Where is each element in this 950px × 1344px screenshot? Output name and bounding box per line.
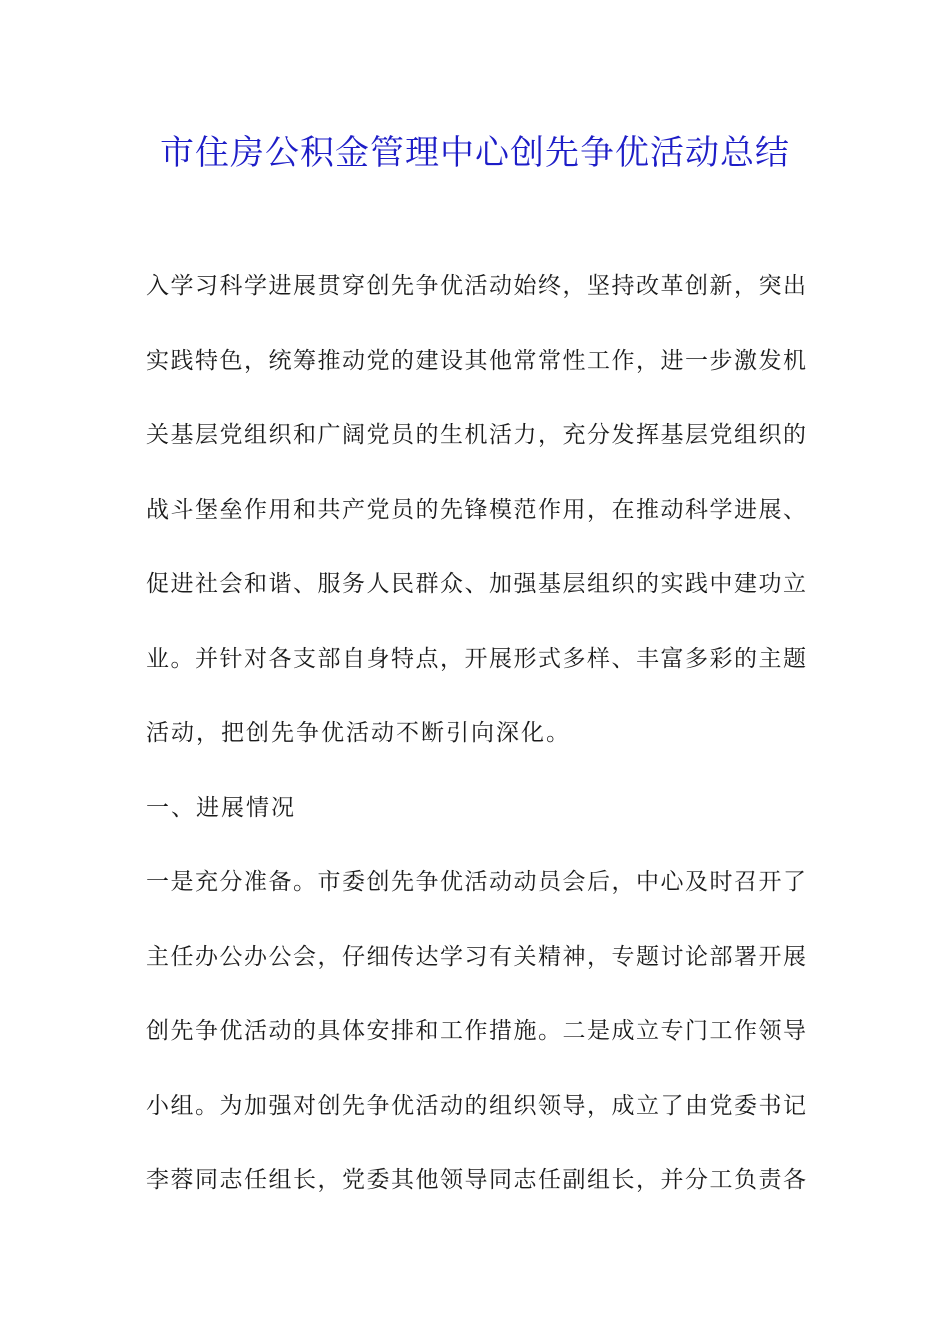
body-line: 一是充分准备。市委创先争优活动动员会后，中心及时召开了 <box>146 869 806 895</box>
document-body <box>146 262 806 1231</box>
body-line: 小组。为加强对创先争优活动的组织领导，成立了由党委书记 <box>146 1092 806 1119</box>
body-line: 李蓉同志任组长，党委其他领导同志任副组长，并分工负责各 <box>146 1167 806 1193</box>
body-line: 创先争优活动的具体安排和工作措施。二是成立专门工作领导 <box>146 1018 806 1044</box>
document-title: 市住房公积金管理中心创先争优活动总结 <box>160 133 790 173</box>
section-heading: 一、进展情况 <box>146 794 296 821</box>
body-line: 战斗堡垒作用和共产党员的先锋模范作用，在推动科学进展、 <box>146 496 806 523</box>
body-line: 促进社会和谐、服务人民群众、加强基层组织的实践中建功立 <box>146 571 806 597</box>
body-line: 实践特色，统筹推动党的建设其他常常性工作，进一步激发机 <box>146 347 806 374</box>
body-line: 业。并针对各支部自身特点，开展形式多样、丰富多彩的主题 <box>146 645 806 672</box>
body-line: 活动，把创先争优活动不断引向深化。 <box>146 720 571 746</box>
body-line: 关基层党组织和广阔党员的生机活力，充分发挥基层党组织的 <box>146 422 806 448</box>
body-line: 入学习科学进展贯穿创先争优活动始终，坚持改革创新，突出 <box>146 273 806 299</box>
body-line: 主任办公办公会，仔细传达学习有关精神，专题讨论部署开展 <box>146 943 806 970</box>
